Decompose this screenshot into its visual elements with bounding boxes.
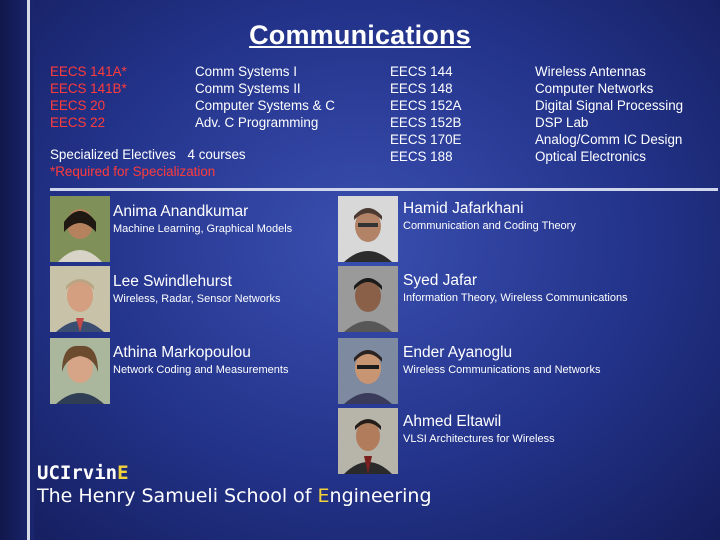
- course-name: Analog/Comm IC Design: [535, 132, 683, 147]
- faculty-area: Wireless Communications and Networks: [403, 364, 601, 376]
- faculty-photo: [338, 338, 398, 404]
- electives-note: [50, 146, 246, 180]
- faculty-photo: [50, 196, 110, 262]
- faculty-name: Hamid Jafarkhani: [403, 200, 524, 217]
- course-code: EECS 148: [390, 81, 453, 96]
- course-name: Comm Systems II: [195, 81, 301, 96]
- school-name-accent: E: [317, 485, 330, 507]
- course-names-left: [195, 63, 335, 131]
- course-name: Comm Systems I: [195, 64, 297, 79]
- school-logo: [37, 462, 432, 508]
- faculty-name: Syed Jafar: [403, 272, 478, 289]
- faculty-name: Ahmed Eltawil: [403, 413, 502, 430]
- course-code: EECS 188: [390, 149, 453, 164]
- page-title: Communications: [249, 20, 471, 50]
- electives-count: 4 courses: [187, 147, 246, 162]
- course-name: Digital Signal Processing: [535, 98, 684, 113]
- faculty-name: Ender Ayanoglu: [403, 344, 513, 361]
- course-code: EECS 152B: [390, 115, 462, 130]
- course-names-right: [535, 63, 683, 165]
- course-code: EECS 20: [50, 98, 106, 113]
- course-codes-left: [50, 63, 127, 131]
- course-code: EECS 141A*: [50, 64, 127, 79]
- faculty-photo: [338, 196, 398, 262]
- faculty-area: VLSI Architectures for Wireless: [403, 433, 555, 445]
- course-name: Adv. C Programming: [195, 115, 319, 130]
- faculty-area: Information Theory, Wireless Communications: [403, 292, 628, 304]
- faculty-photo: [338, 266, 398, 332]
- electives-label: Specialized Electives: [50, 147, 176, 162]
- course-name: Computer Networks: [535, 81, 654, 96]
- course-code: EECS 152A: [390, 98, 462, 113]
- faculty-photo: [50, 266, 110, 332]
- course-code: EECS 22: [50, 115, 106, 130]
- course-codes-right: [390, 63, 461, 165]
- course-name: DSP Lab: [535, 115, 589, 130]
- school-name: The Henry Samueli School of: [37, 485, 318, 507]
- faculty-area: Machine Learning, Graphical Models: [113, 223, 293, 235]
- faculty-name: Athina Markopoulou: [113, 344, 251, 361]
- course-code: EECS 144: [390, 64, 453, 79]
- faculty-name: Anima Anandkumar: [113, 203, 249, 220]
- faculty-area: Network Coding and Measurements: [113, 364, 289, 376]
- faculty-name: Lee Swindlehurst: [113, 273, 232, 290]
- left-frame-bar: [0, 0, 34, 540]
- divider-line: [50, 188, 718, 191]
- course-name: Wireless Antennas: [535, 64, 646, 79]
- school-name-end: ngineering: [329, 485, 432, 507]
- course-name: Optical Electronics: [535, 149, 646, 164]
- logo-accent: E: [117, 462, 129, 484]
- course-code: EECS 141B*: [50, 81, 127, 96]
- logo-text: UCIrvin: [37, 462, 118, 484]
- faculty-area: Wireless, Radar, Sensor Networks: [113, 293, 281, 305]
- required-note: *Required for Specialization: [50, 164, 216, 179]
- faculty-photo: [50, 338, 110, 404]
- course-name: Computer Systems & C: [195, 98, 335, 113]
- course-code: EECS 170E: [390, 132, 462, 147]
- faculty-area: Communication and Coding Theory: [403, 220, 576, 232]
